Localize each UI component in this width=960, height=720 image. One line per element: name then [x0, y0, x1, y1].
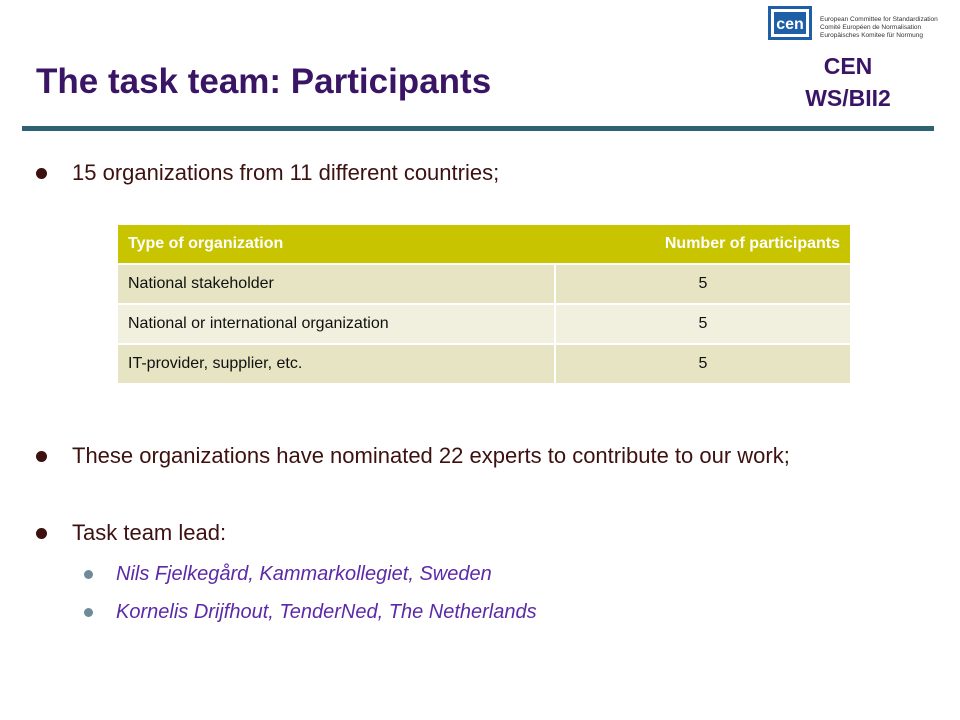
bullet-experts-text: These organizations have nominated 22 experts to contribute to our work; — [72, 443, 790, 468]
workshop-label — [790, 50, 906, 114]
participants-table — [118, 225, 850, 383]
bullet-dot-icon — [36, 451, 47, 462]
cell-type: National or international organization — [118, 304, 555, 344]
logo-mark: cen — [776, 16, 804, 33]
logo-text — [820, 16, 938, 40]
table-row — [118, 304, 850, 344]
logo-line-fr: Comité Européen de Normalisation — [820, 24, 922, 31]
cell-type: IT-provider, supplier, etc. — [118, 344, 555, 383]
sub-bullet-dot-icon — [84, 608, 93, 617]
lead-name: Kornelis Drijfhout, TenderNed, The Netherlands — [116, 601, 537, 623]
cen-logo — [768, 6, 812, 40]
bullet-dot-icon — [36, 528, 47, 539]
logo-line-de: Europäisches Komitee für Normung — [820, 32, 923, 39]
bullet-lead-text: Task team lead: — [72, 520, 227, 545]
table-row — [118, 264, 850, 304]
bullet-organizations-text: 15 organizations from 11 different countries; — [72, 160, 500, 185]
table-row — [118, 344, 850, 383]
lead-item — [84, 560, 492, 588]
bullet-experts — [36, 441, 896, 471]
workshop-code: WS/BII2 — [805, 85, 891, 111]
slide-title: The task team: Participants — [36, 62, 492, 101]
workshop-org: CEN — [823, 53, 873, 79]
bullet-dot-icon — [36, 168, 47, 179]
header-type: Type of organization — [118, 225, 555, 264]
lead-item — [84, 598, 537, 626]
bullet-organizations — [36, 158, 916, 188]
cell-count: 5 — [555, 264, 850, 304]
sub-bullet-dot-icon — [84, 570, 93, 579]
cell-count: 5 — [555, 344, 850, 383]
header-count: Number of participants — [555, 225, 850, 264]
bullet-lead — [36, 518, 896, 548]
logo-line-en: European Committee for Standardization — [820, 16, 938, 23]
lead-name: Nils Fjelkegård, Kammarkollegiet, Sweden — [116, 563, 492, 585]
cell-type: National stakeholder — [118, 264, 555, 304]
cell-count: 5 — [555, 304, 850, 344]
title-divider — [22, 126, 934, 131]
table-header-row — [118, 225, 850, 264]
